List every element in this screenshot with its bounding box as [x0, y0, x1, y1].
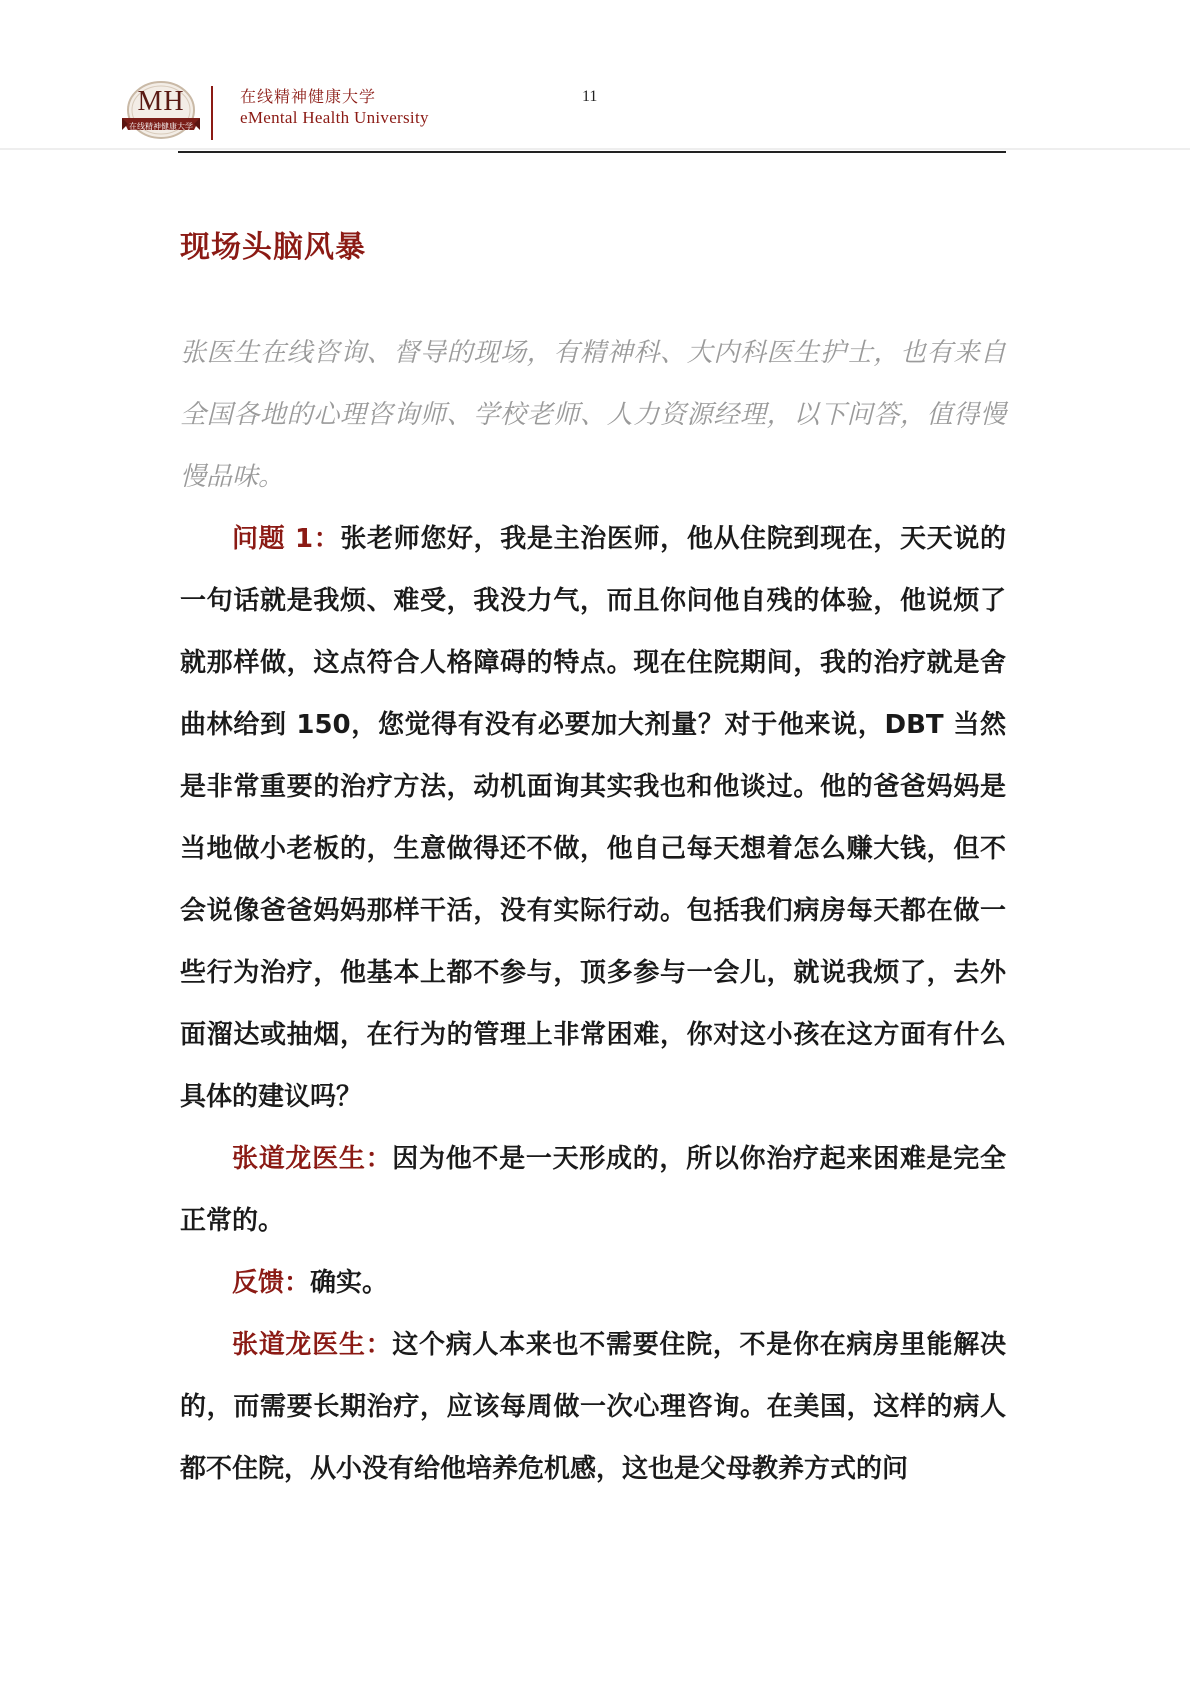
university-logo — [120, 80, 202, 148]
university-name-cn: 在线精神健康大学 — [240, 87, 377, 106]
page-header — [0, 0, 1190, 160]
speaker-label: 问题 1： — [232, 524, 341, 554]
intro-paragraph: 张医生在线咨询、督导的现场，有精神科、大内科医生护士，也有来自全国各地的心理咨询师、学校老师、人力资源经理，以下问答，值得慢慢品味。 — [180, 338, 1006, 492]
dialogue-text: 张老师您好，我是主治医师，他从住院到现在，天天说的一句话就是我烦、难受，我没力气，而且你问他自残的体验，他说烦了就那样做，这点符合人格障碍的特点。现在住院期间，我的治疗就是舍曲林给到 150，您觉得有没有必要加大剂量？对于他来说，DBT 当然是非常重要的治疗方法，动机面询其实我也和他谈过。他的爸爸妈妈是当地做小老板的，生意做得还不做，他自己每天想着怎么赚大钱，但不会说像爸爸妈妈那样干活，没有实际行动。包括我们病房每天都在做一些行为治疗，他基本上都不参与，顶多参与一会儿，就说我烦了，去外面溜达或抽烟，在行为的管理上非常困难，你对这小孩在这方面有什么具体的建议吗？ — [180, 524, 1006, 1112]
header-shadow-line — [0, 148, 1190, 150]
dialogue-text: 因为他不是一天形成的，所以你治疗起来困难是完全正常的。 — [180, 1144, 1006, 1236]
dialogue-paragraph — [180, 1314, 1006, 1500]
speaker-label: 反馈： — [232, 1268, 311, 1298]
page-number: 11 — [582, 88, 598, 105]
page-content — [180, 218, 1006, 1500]
section-title: 现场头脑风暴 — [180, 230, 366, 265]
dialogue-paragraph — [180, 1128, 1006, 1252]
logo-banner-text: 在线精神健康大学 — [129, 122, 193, 131]
logo-letters: MH — [137, 86, 185, 117]
dialogue-paragraph — [180, 1252, 1006, 1314]
dialogue-text: 这个病人本来也不需要住院，不是你在病房里能解决的，而需要长期治疗，应该每周做一次心理咨询。在美国，这样的病人都不住院，从小没有给他培养危机感，这也是父母教养方式的问 — [180, 1330, 1006, 1484]
speaker-label: 张道龙医生： — [232, 1330, 393, 1360]
university-name-en: eMental Health University — [240, 108, 429, 127]
dialogue-paragraph — [180, 508, 1006, 1128]
header-rule — [178, 151, 1006, 153]
speaker-label: 张道龙医生： — [232, 1144, 393, 1174]
dialogue-text: 确实。 — [310, 1268, 389, 1298]
header-divider — [211, 86, 213, 140]
